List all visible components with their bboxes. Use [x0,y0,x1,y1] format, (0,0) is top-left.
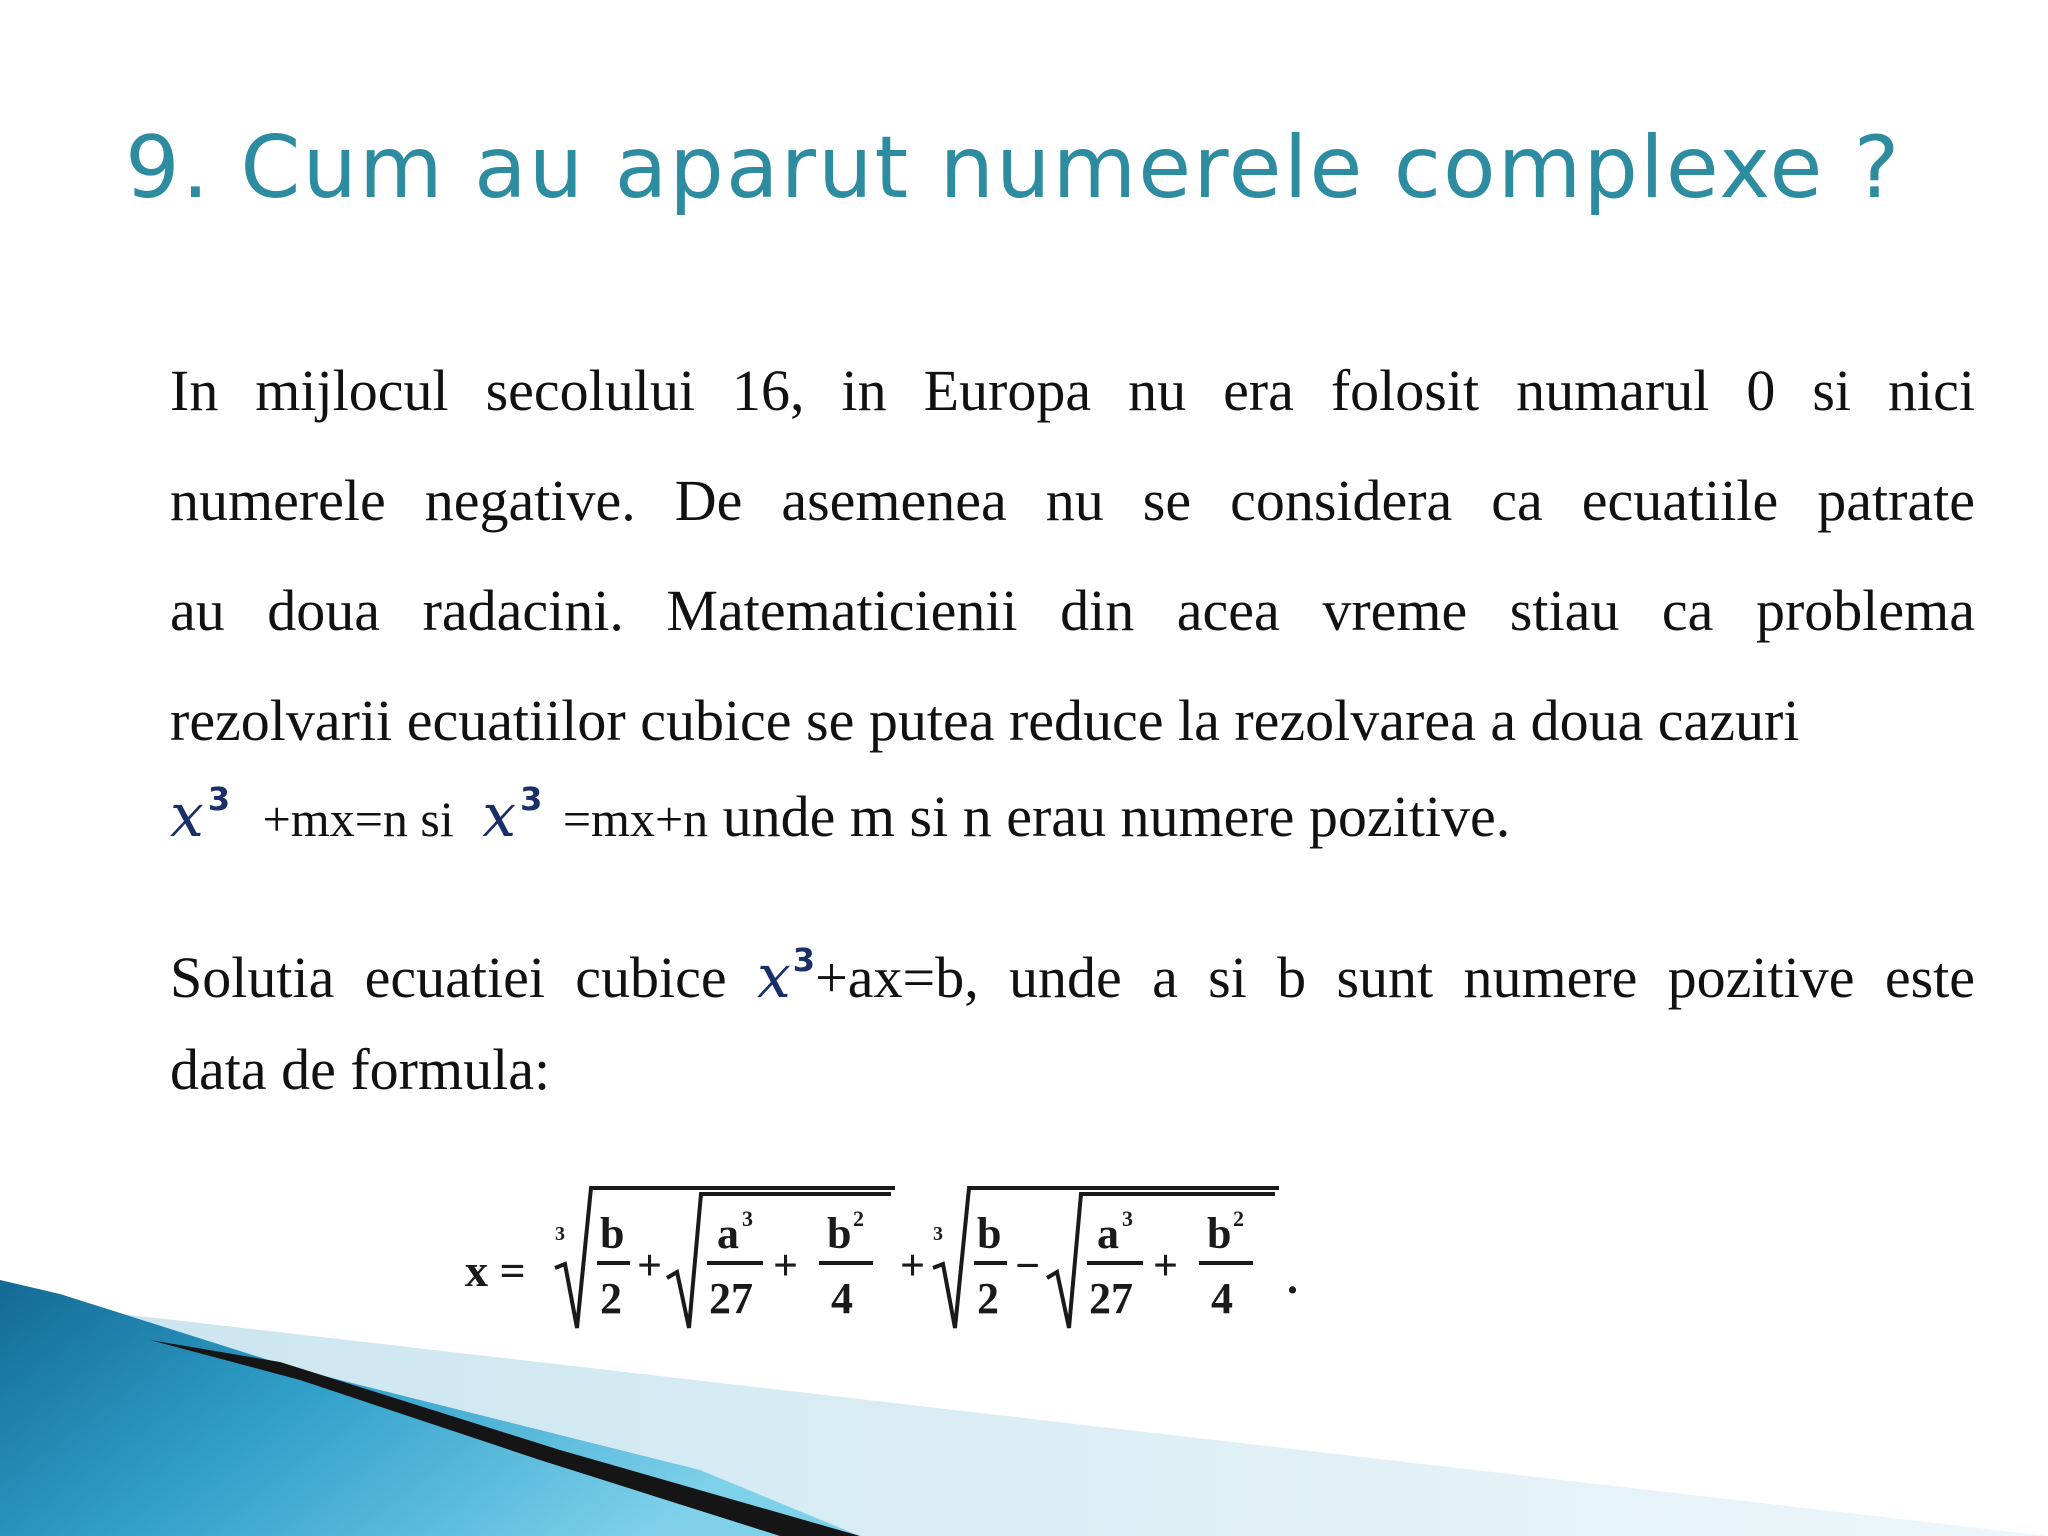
exponent: 3 [792,941,816,979]
exponent: 3 [207,780,231,818]
solution-text-start: Solutia ecuatiei cubice [170,945,727,1010]
fraction-numerator: b [600,1209,625,1258]
fraction-denominator: 4 [831,1274,853,1323]
fraction-numerator: a [1097,1209,1119,1258]
fraction-denominator: 27 [1089,1274,1133,1323]
fraction-numerator: a [717,1209,739,1258]
plus-sign: + [637,1241,663,1290]
cubic-cases-line [170,780,1510,851]
fraction-denominator: 2 [600,1274,622,1323]
plus-sign: + [1153,1241,1179,1290]
equation-case-1: +mx=n si [262,791,454,847]
formula-lhs: x = [465,1245,526,1296]
root-index: 3 [555,1223,565,1245]
exponent: 3 [742,1206,753,1231]
paragraph-line: au doua radacini. Matematicienii din acea vreme stiau ca problema [170,578,1975,643]
x-variable: x [756,942,791,1012]
paragraph-line: data de formula: [170,1037,551,1102]
paragraph-line: numerele negative. De asemenea nu se considera ca ecuatiile patrate [170,468,1975,533]
paragraph-line: rezolvarii ecuatiilor cubice se putea reduce la rezolvarea a doua cazuri [170,688,1800,753]
fraction-numerator: b [1207,1209,1232,1258]
fraction-numerator: b [827,1209,852,1258]
exponent: 2 [1233,1206,1244,1231]
plus-sign: + [900,1241,926,1290]
root-index: 3 [933,1223,943,1245]
exponent: 3 [520,780,543,818]
fraction-denominator: 4 [1211,1274,1233,1323]
solution-text-end: +ax=b, unde a si b sunt numere pozitive este [815,945,1975,1010]
x-variable: x [170,781,204,851]
equation-case-2: =mx+n [562,791,709,847]
fraction-numerator: b [977,1209,1002,1258]
fraction-denominator: 27 [709,1274,753,1323]
paragraph-solution [170,905,1975,1125]
paragraph-line [170,905,1975,1015]
exponent: 3 [1122,1206,1133,1231]
cubic-term [756,941,1975,1012]
formula-period: . [1287,1254,1298,1303]
exponent: 2 [853,1206,864,1231]
decorative-swoosh [0,1280,2048,1536]
equation-note: unde m si n erau numere pozitive. [722,784,1511,849]
x-variable: x [482,781,517,851]
slide-title: 9. Cum au aparut numerele complexe ? [125,118,1902,218]
plus-sign: + [773,1241,799,1290]
minus-sign: − [1015,1241,1041,1290]
paragraph-intro [170,336,1975,776]
paragraph-line: In mijlocul secolului 16, in Europa nu era folosit numarul 0 si nici [170,358,1975,423]
fraction-denominator: 2 [977,1274,999,1323]
